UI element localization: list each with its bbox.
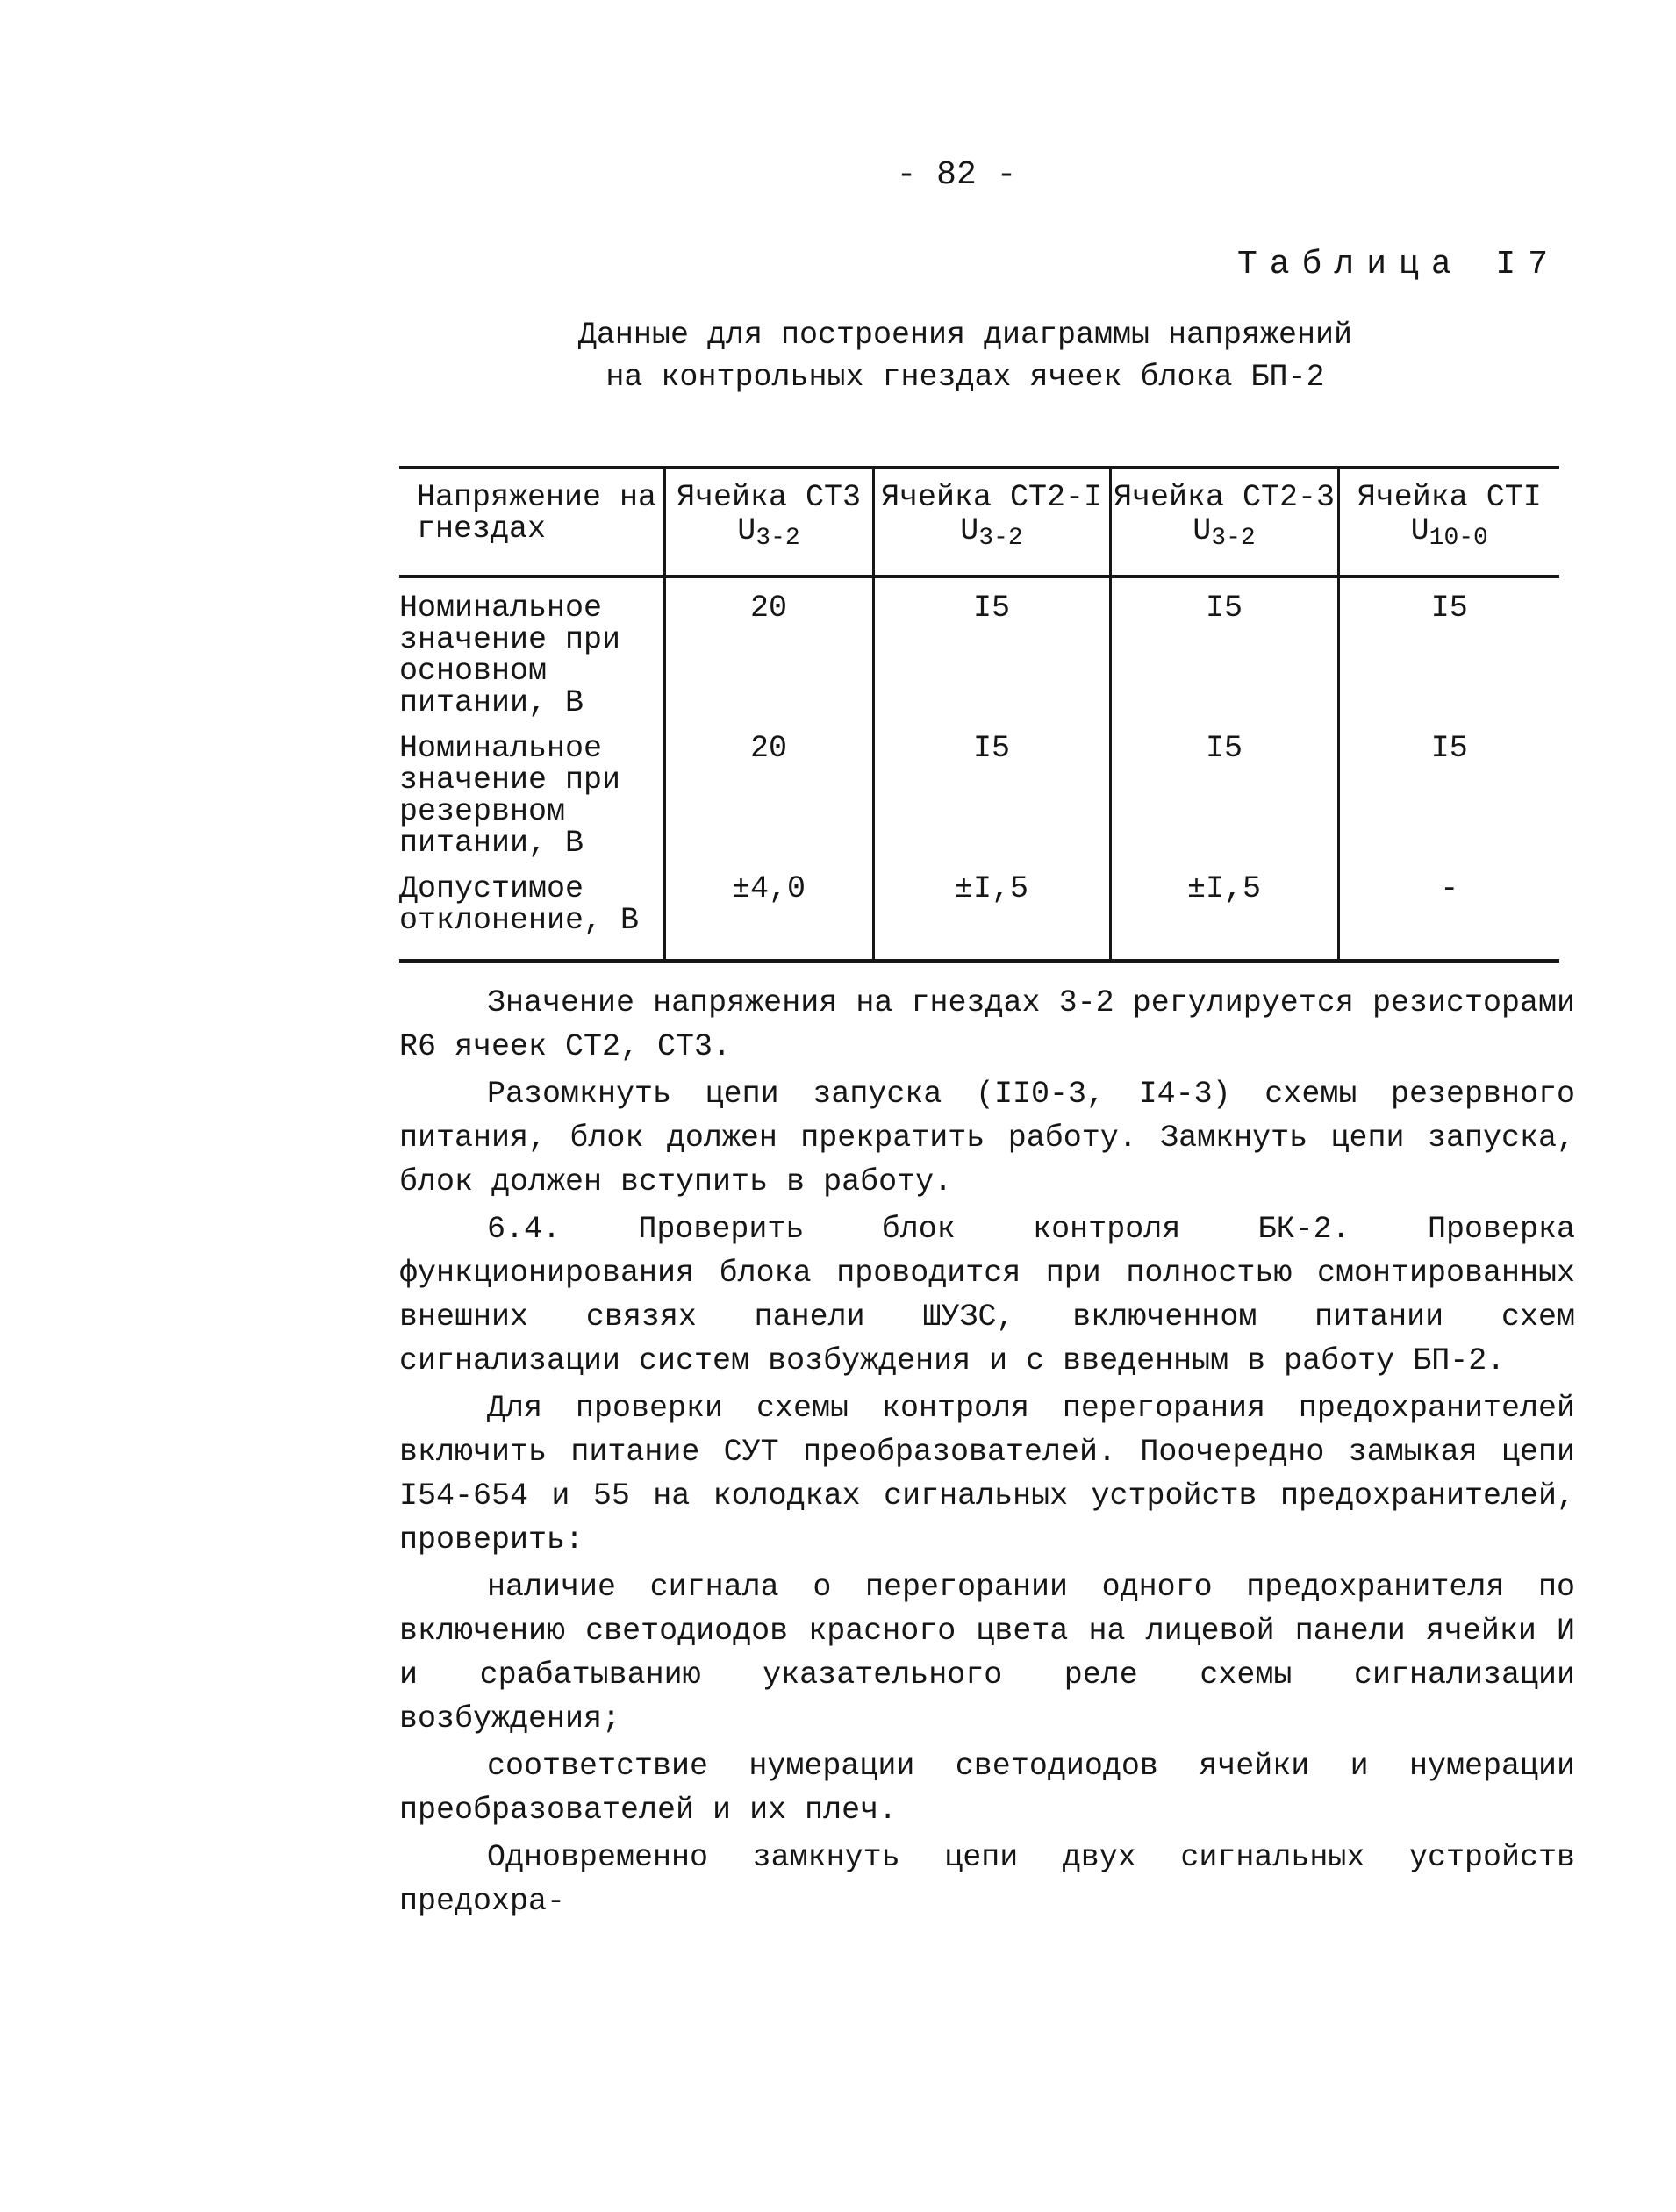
table-cell: I5 — [873, 719, 1110, 859]
table-cell: I5 — [1338, 719, 1559, 859]
table-cell: 20 — [664, 719, 873, 859]
header-ct1-name: Ячейка СТI — [1357, 480, 1542, 515]
paragraph: соответствие нумерации светодиодов ячейки и нумерации преобразователей и их плеч. — [399, 1749, 1575, 1828]
header-ct2-1-name: Ячейка СТ2-I — [880, 480, 1103, 515]
table-cell: I5 — [1110, 719, 1338, 859]
table-cell: ±4,0 — [664, 859, 873, 961]
header-cell-ct3 — [664, 468, 873, 576]
paragraph: Для проверки схемы контроля перегорания предохранителей включить питание СУТ преобразователей. Поочередно замыкая цепи I54-654 и 55 на колодках сигнальных устройств предохранителей, проверить: — [399, 1391, 1575, 1557]
paragraph: Значение напряжения на гнездах 3-2 регулируется резисторами R6 ячеек СТ2, СТ3. — [399, 985, 1575, 1064]
table-cell: I5 — [873, 576, 1110, 719]
table-row — [399, 576, 1559, 719]
row-label: Номинальное значение при основном питании, В — [399, 576, 664, 719]
body-text — [399, 981, 1575, 1927]
header-cell-ct2-1 — [873, 468, 1110, 576]
paragraph: 6.4. Проверить блок контроля БК-2. Проверка функционирования блока проводится при полностью смонтированных внешних связях панели ШУЗС, включенном питании схем сигнализации систем возбуждения и с введенным в работу БП-2. — [399, 1212, 1575, 1378]
caption-line-2: на контрольных гнездах ячеек блока БП-2 — [605, 360, 1325, 395]
paragraph: Одновременно замкнуть цепи двух сигнальных устройств предохра- — [399, 1840, 1575, 1919]
page-number: - 82 - — [896, 156, 1017, 194]
header-voltage: Напряжение на гнездах — [399, 468, 664, 576]
paragraph: наличие сигнала о перегорании одного предохранителя по включению светодиодов красного цвета на лицевой панели ячейки И и срабатыванию указательного реле схемы сигнализации возбуждения; — [399, 1570, 1575, 1736]
row-label: Номинальное значение при резервном питании, В — [399, 719, 664, 859]
header-ct1-symbol: $U_{10-0}$ — [1410, 513, 1488, 552]
paragraph: Разомкнуть цепи запуска (II0-3, I4-3) схемы резервного питания, блок должен прекратить работу. Замкнуть цепи запуска, блок должен вступить в работу. — [399, 1077, 1575, 1199]
table-cell: - — [1338, 859, 1559, 961]
table-cell: I5 — [1110, 576, 1338, 719]
table-row — [399, 719, 1559, 859]
table-caption — [526, 314, 1404, 398]
header-ct2-1-symbol: $U_{3-2}$ — [960, 513, 1023, 552]
header-cell-ct1 — [1338, 468, 1559, 576]
row-label: Допустимое отклонение, В — [399, 859, 664, 961]
table-cell: ±I,5 — [1110, 859, 1338, 961]
caption-line-1: Данные для построения диаграммы напряжений — [577, 318, 1353, 353]
header-ct2-3-symbol: $U_{3-2}$ — [1193, 513, 1256, 552]
table-cell: 20 — [664, 576, 873, 719]
table-header-row — [399, 468, 1559, 576]
table-cell: ±I,5 — [873, 859, 1110, 961]
table-row — [399, 859, 1559, 961]
table-cell: I5 — [1338, 576, 1559, 719]
table-label: Таблица I7 — [1237, 246, 1561, 283]
header-ct2-3-name: Ячейка СТ2-3 — [1113, 480, 1336, 515]
header-ct3-symbol: $U_{3-2}$ — [737, 513, 800, 552]
voltage-table — [399, 466, 1559, 963]
header-cell-ct2-3 — [1110, 468, 1338, 576]
header-ct3-name: Ячейка СТ3 — [676, 480, 862, 515]
